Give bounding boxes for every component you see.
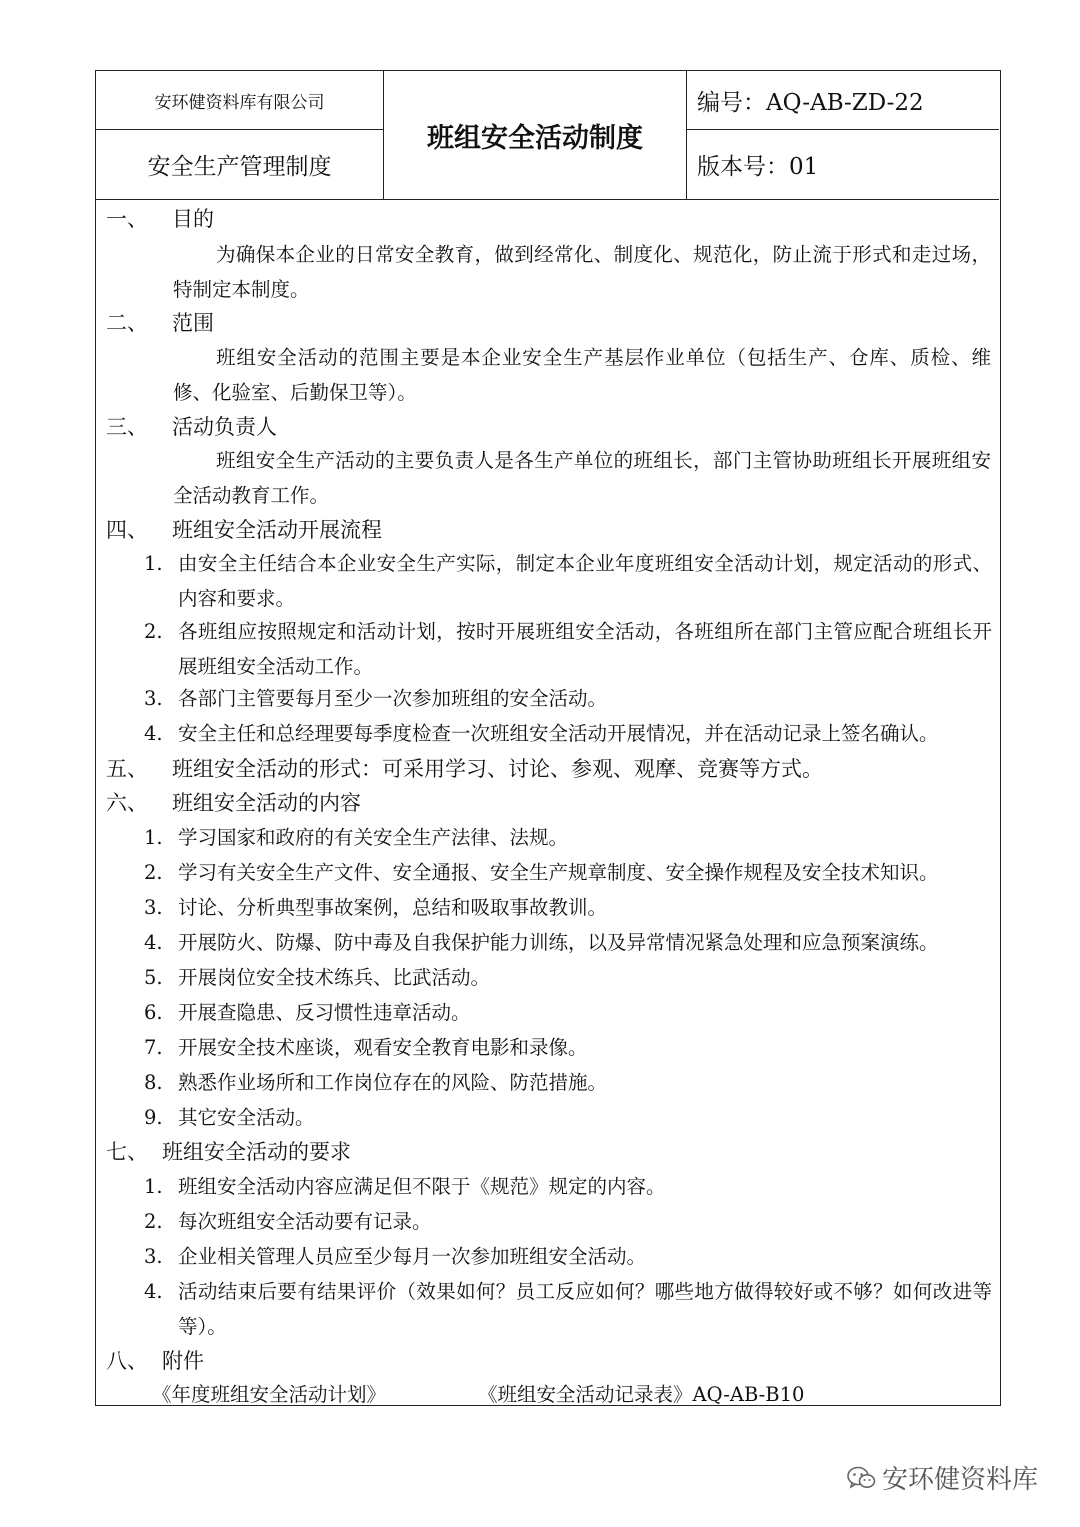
list-item-text: 开展查隐患、反习惯性违章活动。 (178, 1001, 471, 1024)
section-title: 附件 (162, 1349, 204, 1373)
section-paragraph: 班组安全活动的范围主要是本企业安全生产基层作业单位（包括生产、仓库、质检、维修、化验室、后勤保卫等）。 (173, 346, 991, 404)
section-heading (106, 1344, 204, 1379)
list-item-text: 学习国家和政府的有关安全生产法律、法规。 (178, 826, 569, 849)
list-item (144, 682, 607, 717)
list-item (144, 1066, 607, 1101)
list-item (144, 996, 471, 1031)
section-heading (106, 306, 214, 341)
list-item-number: 8. (144, 1071, 163, 1094)
section-heading (106, 410, 277, 445)
list-item (144, 547, 992, 616)
list-item-text: 每次班组安全活动要有记录。 (178, 1210, 432, 1233)
list-item-number: 9. (144, 1106, 163, 1129)
list-item-number: 2. (144, 861, 163, 884)
watermark (846, 1459, 1038, 1496)
list-item-number: 2. (144, 620, 163, 643)
list-item-text: 开展安全技术座谈，观看安全教育电影和录像。 (178, 1036, 588, 1059)
section-title: 活动负责人 (172, 415, 277, 439)
document-number: 编号：AQ-AB-ZD-22 (697, 89, 924, 116)
section-title: 班组安全活动的形式：可采用学习、讨论、参观、观摩、竞赛等方式。 (172, 757, 823, 781)
list-item-number: 3. (144, 896, 163, 919)
header-divider (686, 71, 687, 199)
watermark-text: 安环健资料库 (882, 1465, 1039, 1495)
section-heading (106, 202, 214, 237)
list-item-number: 5. (144, 966, 163, 989)
list-item (144, 1170, 666, 1205)
list-item (144, 961, 490, 996)
document-version: 版本号：01 (697, 154, 819, 180)
list-item-text: 班组安全活动内容应满足但不限于《规范》规定的内容。 (178, 1175, 666, 1198)
section-title: 班组安全活动的要求 (162, 1140, 351, 1164)
list-item-text: 各部门主管要每月至少一次参加班组的安全活动。 (178, 687, 608, 710)
list-item-text: 学习有关安全生产文件、安全通报、安全生产规章制度、安全操作规程及安全技术知识。 (178, 861, 939, 884)
list-item (144, 1205, 432, 1240)
section-number: 七、 (106, 1140, 148, 1164)
list-item (144, 1031, 588, 1066)
list-item (144, 856, 939, 891)
section-number: 二、 (106, 311, 148, 335)
section-number: 三、 (106, 415, 148, 439)
section-number: 一、 (106, 207, 148, 231)
section-paragraph: 班组安全生产活动的主要负责人是各生产单位的班组长，部门主管协助班组长开展班组安全活动教育工作。 (173, 449, 991, 507)
list-item-text: 开展岗位安全技术练兵、比武活动。 (178, 966, 491, 989)
list-item-number: 1. (144, 826, 163, 849)
wechat-icon (846, 1465, 876, 1491)
document-header (96, 71, 999, 200)
list-item (144, 926, 939, 961)
list-item-text: 其它安全活动。 (178, 1106, 315, 1129)
list-item-text: 熟悉作业场所和工作岗位存在的风险、防范措施。 (178, 1071, 608, 1094)
list-item (144, 615, 992, 684)
list-item (144, 891, 607, 926)
list-item-text: 企业相关管理人员应至少每月一次参加班组安全活动。 (178, 1245, 647, 1268)
list-item-text: 各班组应按照规定和活动计划，按时开展班组安全活动，各班组所在部门主管应配合班组长开展班组安全活动工作。 (178, 620, 992, 678)
list-item-text: 由安全主任结合本企业安全生产实际，制定本企业年度班组安全活动计划，规定活动的形式、内容和要求。 (178, 552, 992, 610)
list-item (144, 1101, 315, 1136)
section-number: 六、 (106, 791, 148, 815)
company-name: 安环健资料库有限公司 (154, 92, 325, 113)
list-item-number: 3. (144, 1245, 163, 1268)
section-heading (106, 786, 361, 821)
list-item-text: 开展防火、防爆、防中毒及自我保护能力训练，以及异常情况紧急处理和应急预案演练。 (178, 931, 939, 954)
list-item (144, 821, 568, 856)
attachment-record-form: 《班组安全活动记录表》AQ-AB-B10 (478, 1383, 805, 1406)
document-title: 班组安全活动制度 (427, 122, 643, 154)
document-category: 安全生产管理制度 (147, 154, 332, 180)
section-title: 班组安全活动的内容 (172, 791, 361, 815)
list-item-number: 7. (144, 1036, 163, 1059)
list-item (144, 717, 939, 752)
list-item (144, 1240, 646, 1275)
list-item-text: 讨论、分析典型事故案例，总结和吸取事故教训。 (178, 896, 608, 919)
section-number: 五、 (106, 757, 148, 781)
list-item-number: 1. (144, 1175, 163, 1198)
list-item-text: 活动结束后要有结果评价（效果如何？员工反应如何？哪些地方做得较好或不够？如何改进等等）。 (178, 1280, 992, 1338)
section-heading (106, 752, 823, 787)
section-title: 目的 (172, 207, 214, 231)
section-heading (106, 513, 382, 548)
section-title: 班组安全活动开展流程 (172, 518, 382, 542)
list-item-number: 4. (144, 722, 163, 745)
list-item-number: 4. (144, 931, 163, 954)
section-paragraph: 为确保本企业的日常安全教育，做到经常化、制度化、规范化，防止流于形式和走过场，特制定本制度。 (173, 243, 991, 301)
list-item (144, 1275, 992, 1344)
list-item-number: 1. (144, 552, 163, 575)
section-number: 四、 (106, 518, 148, 542)
section-heading (106, 1135, 351, 1170)
attachment-plan: 《年度班组安全活动计划》 (152, 1383, 387, 1406)
section-number: 八、 (106, 1349, 148, 1373)
list-item-number: 2. (144, 1210, 163, 1233)
list-item-number: 6. (144, 1001, 163, 1024)
list-item-number: 4. (144, 1280, 163, 1303)
list-item-text: 安全主任和总经理要每季度检查一次班组安全活动开展情况，并在活动记录上签名确认。 (178, 722, 939, 745)
document-frame (95, 70, 1001, 1406)
list-item-number: 3. (144, 687, 163, 710)
section-title: 范围 (172, 311, 214, 335)
